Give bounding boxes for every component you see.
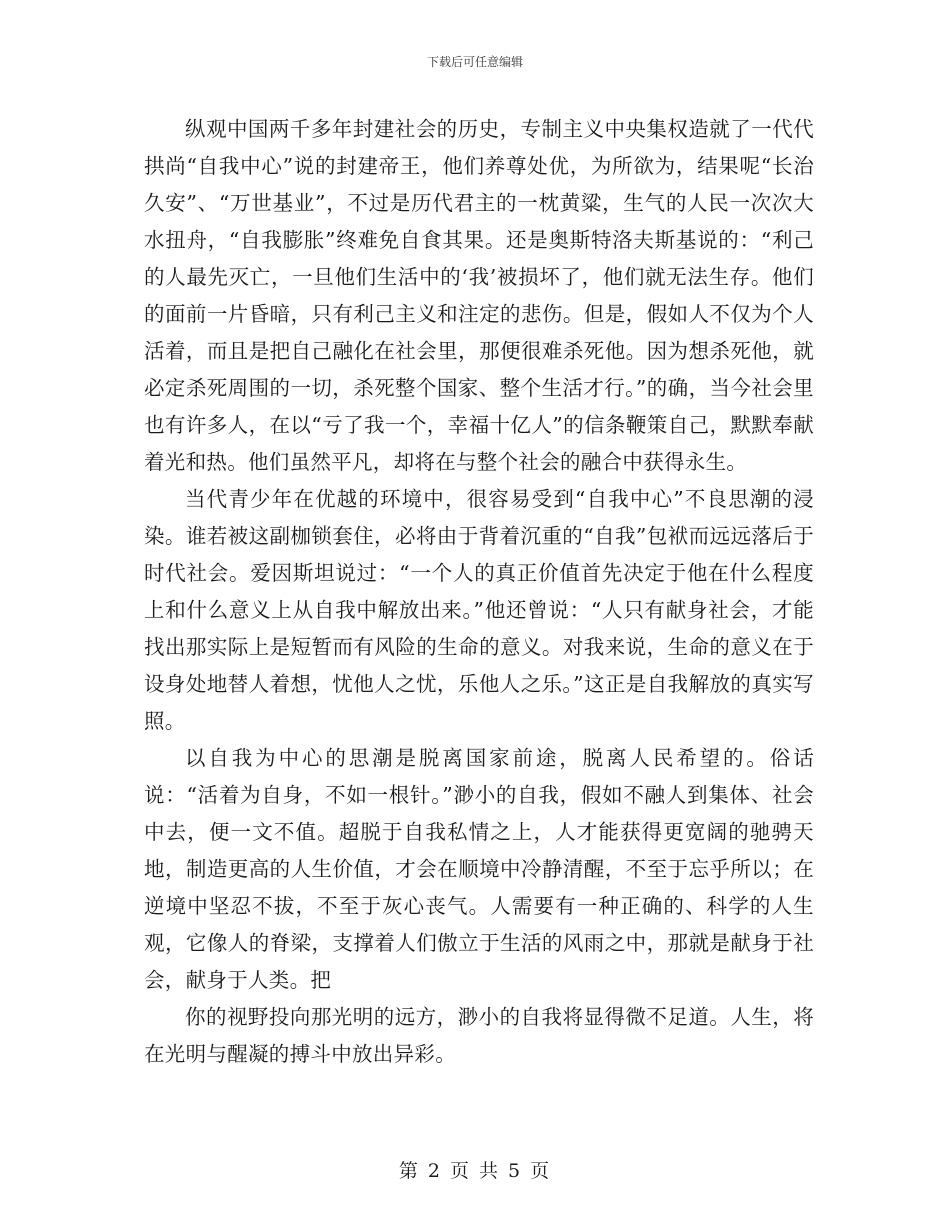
paragraph-4: 你的视野投向那光明的远方，渺小的自我将显得微不足道。人生，将在光明与醒凝的搏斗中放出异彩。 (144, 1005, 814, 1066)
paragraph-2: 当代青少年在优越的环境中，很容易受到“自我中心”不良思潮的浸染。谁若被这副枷锁套住，必将由于背着沉重的“自我”包袱而远远落后于时代社会。爱因斯坦说过：“一个人的真正价值首先决定于他在什么程度上和什么意义上从自我中解放出来。”他还曾说：“人只有献身社会，才能找出那实际上是短暂而有风险的生命的意义。对我来说，生命的意义在于设身处地替人着想，忧他人之忧，乐他人之乐。”这正是自我解放的真实写照。 (144, 487, 814, 733)
paragraph-1: 纵观中国两千多年封建社会的历史，专制主义中央集权造就了一代代拱尚“自我中心”说的封建帝王，他们养尊处优，为所欲为，结果呢“长治久安”、“万世基业”，不过是历代君主的一枕黄粱，生气的人民一次次大水扭舟，“自我膨胀”终难免自食其果。还是奥斯特洛夫斯基说的：“利己的人最先灭亡，一旦他们生活中的‘我’被损坏了，他们就无法生存。他们的面前一片昏暗，只有利己主义和注定的悲伤。但是，假如人不仅为个人活着，而且是把自己融化在社会里，那便很难杀死他。因为想杀死他，就必定杀死周围的一切，杀死整个国家、整个生活才行。”的确，当今社会里也有许多人，在以“亏了我一个，幸福十亿人”的信条鞭策自己，默默奉献着光和热。他们虽然平凡，却将在与整个社会的融合中获得永生。 (144, 117, 814, 474)
page-number-footer: 第 2 页 共 5 页 (398, 1160, 552, 1182)
document-body (144, 111, 814, 1073)
paragraph-3: 以自我为中心的思潮是脱离国家前途，脱离人民希望的。俗话说：“活着为自身，不如一根针。”渺小的自我，假如不融人到集体、社会中去，便一文不值。超脱于自我私情之上，人才能获得更宽阔的驰骋天地，制造更高的人生价值，才会在顺境中冷静清醒，不至于忘乎所以；在逆境中坚忍不拔，不至于灰心丧气。人需要有一种正确的、科学的人生观，它像人的脊梁，支撑着人们傲立于生活的风雨之中，那就是献身于社会，献身于人类。把 (144, 746, 814, 992)
page-header: 下载后可任意编辑 (426, 55, 523, 69)
